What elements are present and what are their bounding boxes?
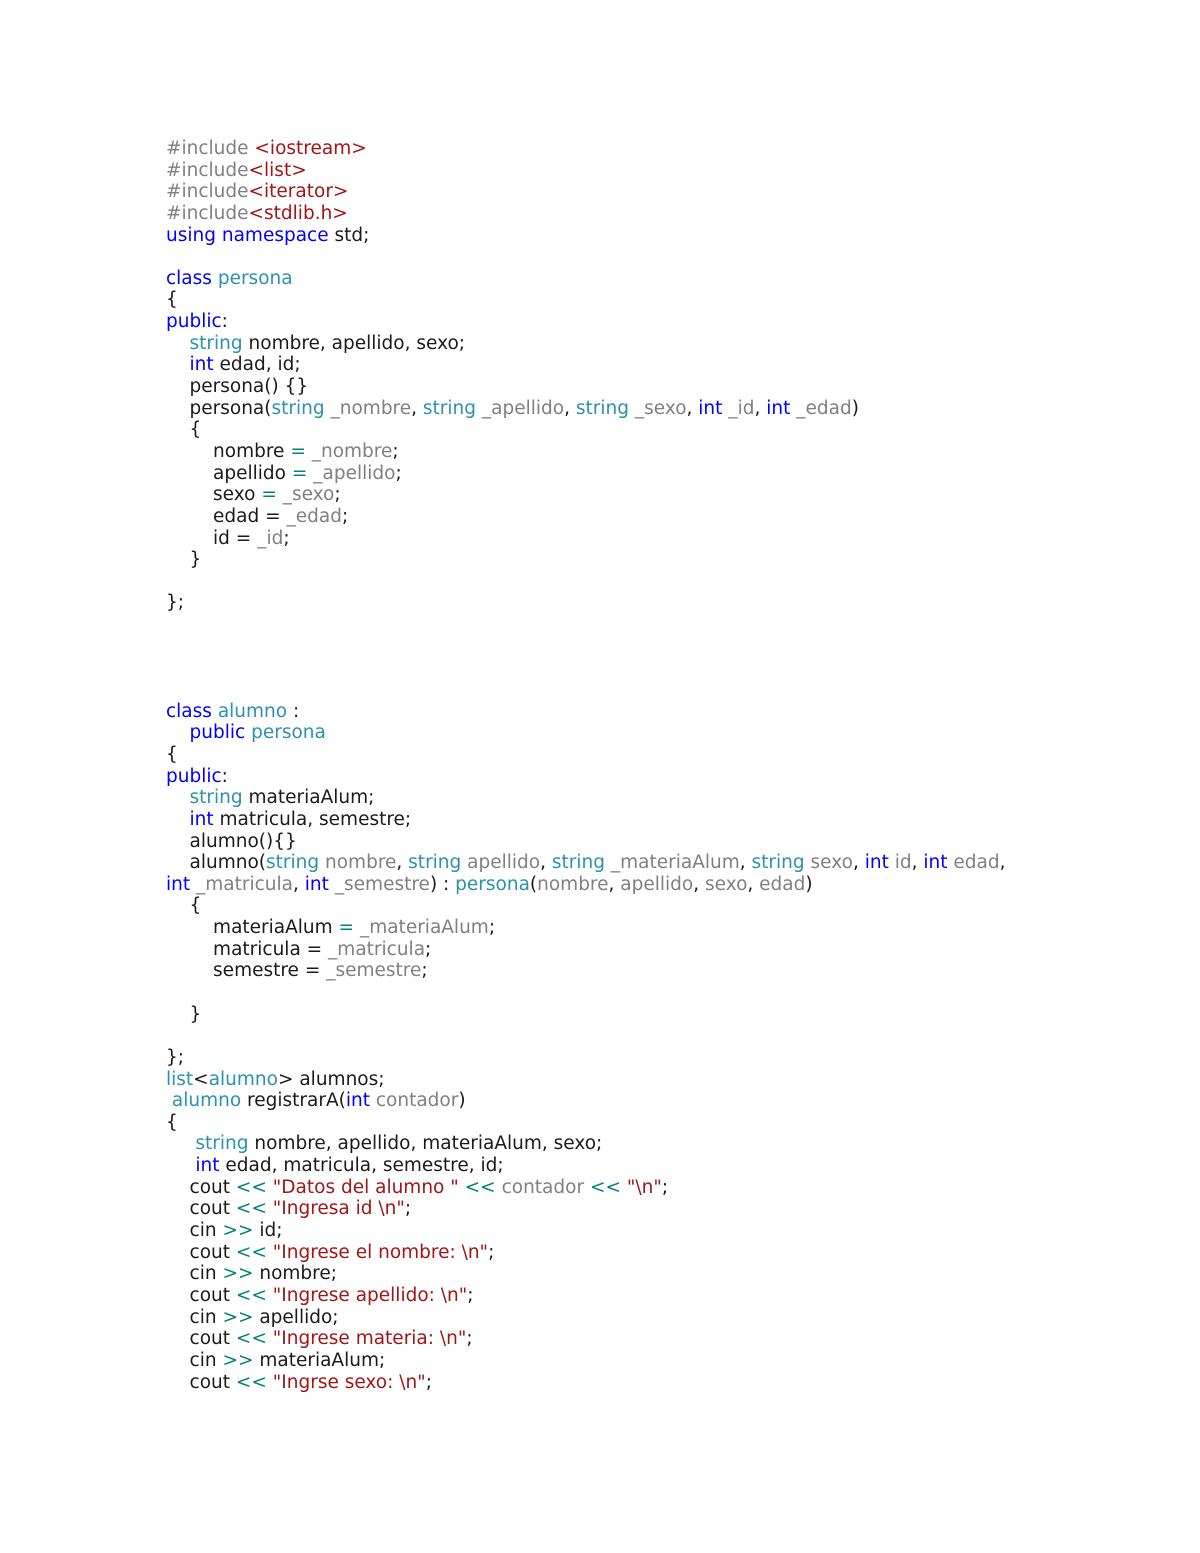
code-token: cout <box>166 1241 236 1263</box>
code-token: int <box>166 873 191 895</box>
code-token: : <box>221 311 228 333</box>
code-token: nombre, apellido, materiaAlum, sexo; <box>248 1133 603 1155</box>
code-token: string <box>751 852 805 874</box>
code-token: >> <box>222 1349 254 1371</box>
code-token: string <box>408 852 462 874</box>
code-line <box>166 1242 1166 1264</box>
code-line <box>166 1133 1166 1155</box>
code-token: ; <box>467 1284 474 1306</box>
code-line <box>166 289 1166 311</box>
code-line <box>166 874 1166 896</box>
code-token: contador <box>375 1090 459 1112</box>
code-token: cout <box>166 1328 236 1350</box>
code-token: string <box>271 397 325 419</box>
code-line <box>166 895 1166 917</box>
code-token: std; <box>328 224 370 246</box>
code-token: string <box>266 852 320 874</box>
code-line <box>166 787 1166 809</box>
code-token: } <box>166 1003 202 1025</box>
code-token: cin <box>166 1220 223 1242</box>
code-token: << <box>464 1176 496 1198</box>
code-line <box>166 225 1166 247</box>
code-token: persona <box>217 267 293 289</box>
code-token <box>166 333 190 354</box>
code-token: { <box>166 1111 178 1133</box>
code-line <box>166 766 1166 788</box>
code-token: _nombre <box>311 440 393 462</box>
code-token: "Ingrese materia: \n" <box>272 1328 467 1350</box>
code-token: int <box>189 808 214 830</box>
code-token: , <box>564 397 576 419</box>
code-token: } <box>166 549 202 571</box>
code-token: cin <box>166 1349 223 1371</box>
code-token: "Ingrse sexo: \n" <box>272 1371 426 1393</box>
code-token: >> <box>222 1220 254 1242</box>
code-token: #include <box>166 202 249 224</box>
code-token: list <box>166 1068 194 1090</box>
code-token: "Ingresa id \n" <box>272 1198 405 1220</box>
code-token: persona <box>251 722 326 744</box>
code-token: persona <box>455 873 530 895</box>
code-token: int <box>189 354 214 376</box>
code-token: nombre; <box>253 1263 337 1285</box>
code-line <box>166 1025 1166 1047</box>
code-line <box>166 1307 1166 1329</box>
code-token: _nombre <box>330 397 412 419</box>
code-token: apellido <box>166 462 292 484</box>
code-token: , <box>693 873 705 895</box>
code-token: , <box>852 852 865 874</box>
code-token: _id <box>257 527 284 549</box>
code-token: , <box>999 852 1006 874</box>
code-token: ) <box>851 397 859 419</box>
code-token: sexo <box>705 873 748 895</box>
code-token: << <box>235 1284 267 1306</box>
code-token: { <box>166 419 202 441</box>
code-token: ; <box>425 1371 432 1393</box>
code-line <box>166 1177 1166 1199</box>
code-token: <list> <box>248 159 307 181</box>
code-token: int <box>345 1090 370 1112</box>
code-line <box>166 614 1166 636</box>
code-token: }; <box>166 1046 185 1068</box>
code-line <box>166 160 1166 182</box>
code-token: = <box>290 440 306 462</box>
code-token <box>166 354 190 375</box>
code-token: { <box>166 895 202 917</box>
code-token: ; <box>404 1198 412 1220</box>
code-token: , <box>608 873 621 895</box>
code-token: , <box>540 852 552 874</box>
code-line <box>166 398 1166 420</box>
code-token: ; <box>334 484 341 506</box>
code-token: public <box>166 311 222 333</box>
code-token: alumno(){} <box>166 830 297 852</box>
code-token: #include <box>166 138 255 159</box>
code-token <box>166 1133 195 1154</box>
code-token: , <box>739 852 752 874</box>
code-token: << <box>235 1198 267 1220</box>
code-line <box>166 549 1166 571</box>
code-token: public <box>166 765 222 787</box>
code-line <box>166 1372 1166 1394</box>
code-token: alumno <box>217 700 288 722</box>
code-line <box>166 1004 1166 1026</box>
code-line <box>166 463 1166 485</box>
code-token: >> <box>222 1306 254 1328</box>
code-token: _edad <box>286 505 342 527</box>
code-line <box>166 679 1166 701</box>
code-token: apellido; <box>253 1306 339 1328</box>
code-token: = <box>338 917 355 939</box>
code-token: edad <box>953 852 1000 874</box>
code-token: << <box>589 1176 621 1198</box>
code-token: edad <box>759 873 806 895</box>
code-token: <iostream> <box>254 138 367 159</box>
code-token: int <box>304 873 329 895</box>
code-token: string <box>195 1133 249 1155</box>
code-line <box>166 1155 1166 1177</box>
code-token: "Datos del alumno " <box>272 1176 459 1198</box>
code-token: string <box>189 787 243 809</box>
code-token: #include <box>166 159 249 181</box>
code-line <box>166 1263 1166 1285</box>
code-token: cout <box>166 1176 236 1198</box>
code-line <box>166 528 1166 550</box>
code-token: _id <box>728 397 755 419</box>
code-token: ; <box>425 938 432 960</box>
code-line <box>166 1047 1166 1069</box>
code-line <box>166 419 1166 441</box>
code-token: string <box>422 397 477 419</box>
code-token: , <box>747 873 760 895</box>
code-token: _materiaAlum <box>359 917 489 939</box>
code-line <box>166 852 1166 874</box>
code-token: >> <box>222 1263 254 1285</box>
code-token: int <box>864 852 889 874</box>
code-line <box>166 701 1166 723</box>
code-token: , <box>754 397 767 419</box>
code-line <box>166 1285 1166 1307</box>
code-token: int <box>923 852 948 874</box>
code-token <box>166 809 190 830</box>
code-line <box>166 636 1166 658</box>
code-token: , <box>293 873 305 895</box>
code-token: << <box>235 1241 267 1263</box>
code-token: }; <box>166 592 185 614</box>
code-line <box>166 354 1166 376</box>
code-line <box>166 376 1166 398</box>
code-token: _matricula <box>196 873 293 895</box>
code-line <box>166 982 1166 1004</box>
code-token: "Ingrese el nombre: \n" <box>272 1241 489 1263</box>
code-token: id = <box>166 527 258 549</box>
code-token: using <box>166 224 216 246</box>
code-token: matricula = <box>166 938 329 960</box>
code-line <box>166 181 1166 203</box>
code-token: sexo <box>810 852 853 874</box>
code-token: apellido <box>620 873 694 895</box>
code-line <box>166 484 1166 506</box>
code-token: ; <box>661 1176 669 1198</box>
code-line <box>166 1112 1166 1134</box>
code-token: registrarA( <box>241 1090 346 1112</box>
code-token: edad, matricula, semestre, id; <box>219 1155 504 1177</box>
code-token: edad, id; <box>213 354 301 376</box>
code-token: alumno <box>171 1090 242 1112</box>
code-line <box>166 744 1166 766</box>
code-token: ; <box>283 527 290 549</box>
code-token: _semestre <box>326 960 422 982</box>
code-token: ) : <box>429 873 456 895</box>
code-token: int <box>766 397 791 419</box>
code-token: "Ingrese apellido: \n" <box>272 1284 468 1306</box>
code-token: materiaAlum <box>166 917 339 939</box>
code-line <box>166 809 1166 831</box>
code-token: : <box>287 700 300 722</box>
code-line <box>166 939 1166 961</box>
code-token: ; <box>392 440 399 462</box>
code-token: materiaAlum; <box>242 787 375 809</box>
code-token: contador <box>501 1176 585 1198</box>
code-token: sexo <box>166 484 262 506</box>
code-token: cout <box>166 1198 236 1220</box>
code-token: _sexo <box>282 484 335 506</box>
code-line <box>166 960 1166 982</box>
code-token: cout <box>166 1371 236 1393</box>
code-token: "\n" <box>626 1176 662 1198</box>
code-token: << <box>235 1176 267 1198</box>
code-token: _materiaAlum <box>610 852 740 874</box>
code-token: class <box>166 700 212 722</box>
code-token: int <box>195 1155 220 1177</box>
code-token: , <box>396 852 409 874</box>
code-token <box>166 722 190 743</box>
code-token: ; <box>488 917 496 939</box>
code-line <box>166 268 1166 290</box>
code-line <box>166 657 1166 679</box>
code-token: > alumnos; <box>277 1068 385 1090</box>
code-token: _matricula <box>328 938 426 960</box>
code-token <box>166 1155 195 1176</box>
code-line <box>166 571 1166 593</box>
code-token: _edad <box>796 397 852 419</box>
code-line <box>166 311 1166 333</box>
code-token: <stdlib.h> <box>248 202 348 224</box>
code-token: , <box>911 852 924 874</box>
code-listing <box>166 138 1166 1393</box>
code-token: alumno( <box>166 852 267 874</box>
code-token: ; <box>466 1328 473 1350</box>
code-line <box>166 203 1166 225</box>
code-token: apellido <box>467 852 541 874</box>
code-line <box>166 1069 1166 1091</box>
code-token: int <box>698 397 723 419</box>
code-token: { <box>166 289 178 311</box>
code-token: semestre = <box>166 960 327 982</box>
code-line <box>166 917 1166 939</box>
code-token: string <box>551 852 605 874</box>
code-line <box>166 246 1166 268</box>
code-token: _apellido <box>313 462 396 484</box>
code-token: = <box>291 462 308 484</box>
code-token: , <box>686 397 699 419</box>
code-token: << <box>235 1371 267 1393</box>
code-token: _apellido <box>481 397 565 419</box>
code-token: materiaAlum; <box>253 1349 386 1371</box>
code-line <box>166 592 1166 614</box>
code-line <box>166 138 1166 160</box>
code-token: string <box>575 397 629 419</box>
code-token: id <box>894 852 912 874</box>
code-token: nombre, apellido, sexo; <box>242 332 466 354</box>
code-token: ) <box>805 873 813 895</box>
code-line <box>166 333 1166 355</box>
code-line <box>166 1220 1166 1242</box>
code-token: string <box>189 332 243 354</box>
code-line <box>166 1090 1166 1112</box>
code-token: cin <box>166 1306 223 1328</box>
code-token: public <box>189 722 246 744</box>
code-token: = <box>261 484 277 506</box>
code-token: ( <box>529 873 538 895</box>
code-token: cout <box>166 1284 236 1306</box>
code-token: _sexo <box>634 397 687 419</box>
code-line <box>166 1350 1166 1372</box>
code-token: persona( <box>166 397 272 419</box>
code-token: , <box>411 397 423 419</box>
code-token: nombre <box>166 440 291 462</box>
code-token: persona() {} <box>166 376 309 398</box>
code-token: ) <box>458 1090 466 1112</box>
code-token: nombre <box>537 873 609 895</box>
code-token: ; <box>488 1241 495 1263</box>
code-token: << <box>235 1328 267 1350</box>
code-token: alumno <box>208 1068 278 1090</box>
code-token: namespace <box>221 224 329 246</box>
code-token: ; <box>421 960 428 982</box>
code-token: < <box>193 1068 209 1090</box>
code-line <box>166 1198 1166 1220</box>
code-token: { <box>166 743 178 765</box>
code-token: ; <box>341 505 349 527</box>
code-token: ; <box>395 462 402 484</box>
code-token: nombre <box>325 852 397 874</box>
code-line <box>166 722 1166 744</box>
code-line <box>166 441 1166 463</box>
code-token: matricula, semestre; <box>213 808 412 830</box>
code-token: edad = <box>166 505 287 527</box>
code-token: : <box>221 765 228 787</box>
code-token: cin <box>166 1263 223 1285</box>
code-line <box>166 506 1166 528</box>
code-token: <iterator> <box>248 181 349 203</box>
code-token: id; <box>253 1220 283 1242</box>
code-token <box>166 787 190 808</box>
code-token: class <box>166 267 212 289</box>
code-line <box>166 831 1166 853</box>
code-token: _semestre <box>334 873 430 895</box>
code-line <box>166 1328 1166 1350</box>
code-token: #include <box>166 181 249 203</box>
